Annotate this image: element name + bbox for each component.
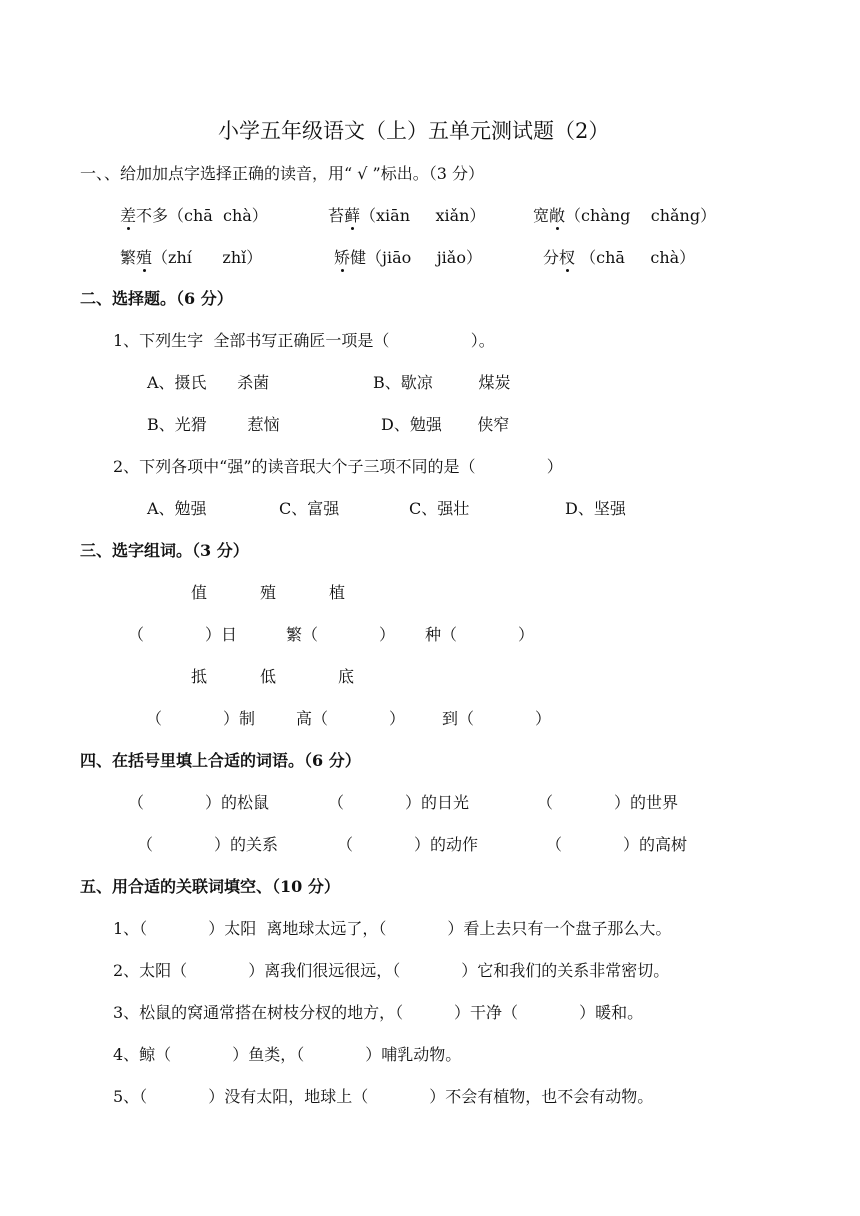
option: B、歇凉 煤炭 (373, 373, 511, 392)
choice-char: 值 (191, 583, 208, 602)
pinyin-item: 宽敞（chàng chǎng） (533, 206, 717, 225)
pinyin-item: 苔藓（xiān xiǎn） (328, 206, 486, 225)
dotted-char: 殖 (136, 248, 153, 267)
pinyin-item: 繁殖（zhí zhǐ） (120, 248, 263, 267)
dotted-char: 差 (120, 206, 137, 225)
option: C、富强 (279, 499, 340, 518)
choice-char: 低 (260, 667, 277, 686)
section-3-heading: 三、选字组词。（3 分） (80, 541, 249, 560)
pinyin-item: 分杈 （chā chà） (543, 248, 696, 267)
dotted-char: 杈 (559, 248, 576, 267)
word-blank: 高（ ） (296, 709, 406, 728)
question-1: 1、下列生字 全部书写正确匠一项是（ ）。 (113, 331, 495, 350)
choice-char: 殖 (260, 583, 277, 602)
fill-blank: （ ）的日光 (328, 793, 470, 812)
option: B、光猾 惹恼 (147, 415, 280, 434)
word-blank: 种（ ） (425, 625, 535, 644)
dotted-char: 藓 (344, 206, 361, 225)
fill-line: 4、鲸（ ）鱼类，（ ）哺乳动物。 (113, 1045, 462, 1064)
fill-blank: （ ）的动作 (337, 835, 479, 854)
fill-line: 2、太阳（ ）离我们很远很远，（ ）它和我们的关系非常密切。 (113, 961, 670, 980)
word-blank: （ ）制 (146, 709, 256, 728)
page-title: 小学五年级语文（上）五单元测试题（2） (218, 119, 610, 143)
word-blank: （ ）日 (128, 625, 238, 644)
option: D、坚强 (565, 499, 626, 518)
word-blank: 繁（ ） (286, 625, 396, 644)
fill-line: 1、（ ）太阳 离地球太远了，（ ）看上去只有一个盘子那么大。 (113, 919, 672, 938)
fill-line: 5、（ ）没有太阳，地球上（ ）不会有植物，也不会有动物。 (113, 1087, 654, 1106)
option: D、勉强 侠窄 (381, 415, 510, 434)
option: A、勉强 (147, 499, 207, 518)
fill-blank: （ ）的世界 (537, 793, 679, 812)
fill-blank: （ ）的松鼠 (128, 793, 270, 812)
fill-blank: （ ）的高树 (546, 835, 688, 854)
choice-char: 底 (338, 667, 355, 686)
word-blank: 到（ ） (442, 709, 552, 728)
dotted-char: 敞 (549, 206, 566, 225)
choice-char: 抵 (191, 667, 208, 686)
section-5-heading: 五、用合适的关联词填空、（10 分） (80, 877, 340, 896)
section-2-heading: 二、选择题。（6 分） (80, 289, 233, 308)
pinyin-item: 差不多（chā chà） (120, 206, 268, 225)
section-4-heading: 四、在括号里填上合适的词语。（6 分） (80, 751, 361, 770)
choice-char: 植 (329, 583, 346, 602)
pinyin-item: 矫健（jiāo jiǎo） (334, 248, 482, 267)
section-1-heading: 一、、给加加点字选择正确的读音，用“ √ ”标出。（3 分） (80, 164, 484, 183)
fill-blank: （ ）的关系 (137, 835, 279, 854)
option: C、强壮 (409, 499, 470, 518)
dotted-char: 矫 (334, 248, 351, 267)
option: A、摄氏 杀菌 (147, 373, 270, 392)
question-2: 2、下列各项中“强”的读音珉大个子三项不同的是（ ） (113, 457, 563, 476)
fill-line: 3、松鼠的窝通常搭在树枝分杈的地方，（ ）干净（ ）暖和。 (113, 1003, 644, 1022)
